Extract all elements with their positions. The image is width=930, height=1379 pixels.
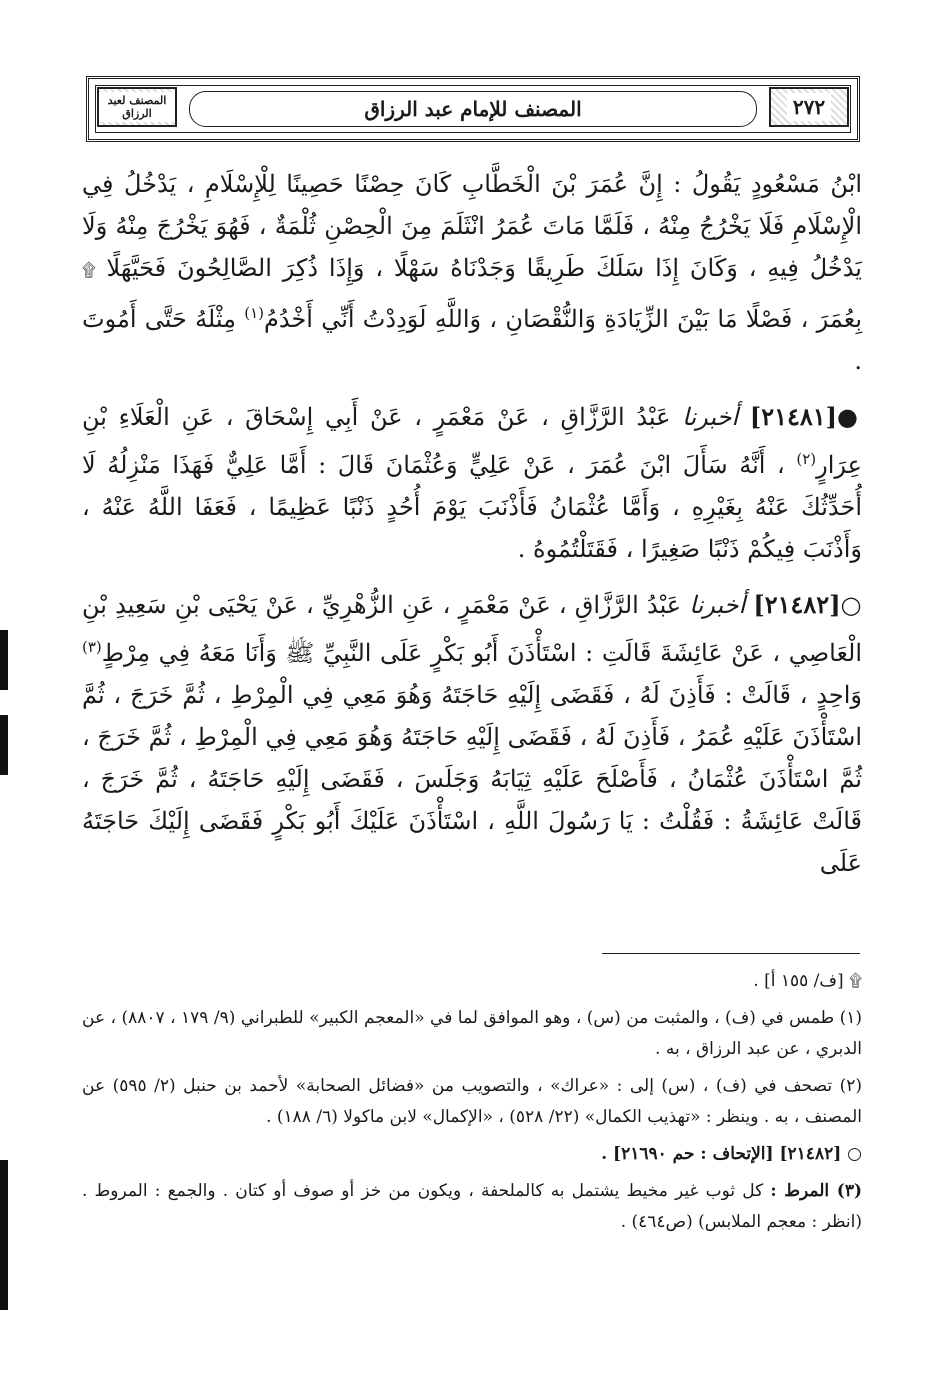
book-emblem-text: المصنف لعبد الرزاق: [99, 92, 175, 122]
footnote-separator: [602, 953, 860, 954]
page-number: ٢٧٢: [787, 93, 831, 121]
footnote-3: (٣) المرط : كل ثوب غير مخيط يشتمل به كالملحفة ، ويكون من خز أو صوف أو كتان . والجمع : المروط . (انظر : معجم الملابس) (ص٤٦٤) .: [82, 1181, 862, 1232]
main-text: [82, 163, 862, 898]
paragraph-continuation: ابْنُ مَسْعُودٍ يَقُولُ : إِنَّ عُمَرَ بْنَ الْخَطَّابِ كَانَ حِصْنًا حَصِينًا لِلْإِسْلَامِ ، يَدْخُلُ فِي الْإِسْلَامِ فَلَا يَخْرُجُ مِنْهُ ، فَلَمَّا مَاتَ عُمَرُ انْثَلَمَ مِنَ الْحِصْنِ ثُلْمَةٌ ، فَهُوَ يَخْرُجَ مِنْهُ وَلَا يَدْخُلُ فِيهِ ، وَكَانَ إِذَا سَلَكَ طَرِيقًا وَجَدْنَاهُ سَهْلًا ، وَإِذَا ذُكِرَ الصَّالِحُونَ فَحَيَّهَلًا ۩ بِعُمَرَ ، فَصْلًا مَا بَيْنَ الزِّيَادَةِ وَالنُّقْصَانِ ، وَاللَّهِ لَوَدِدْتُ أَنِّي أَخْدُمُ$^{(١)}$ مِثْلَهُ حَتَّى أَمُوتَ .: [82, 170, 862, 375]
binding-shadow: [0, 630, 8, 690]
footnote-ref: (١): [244, 304, 265, 322]
book-emblem: [97, 87, 177, 127]
book-title-cartouche: [189, 91, 757, 127]
footnote-ref: (٣): [82, 638, 102, 656]
footnote-folio: ۩ [ف/ ١٥٥ أ] .: [753, 971, 862, 991]
hadith-21482: ○[٢١٤٨٢] أخبرنا عَبْدُ الرَّزَّاقِ ، عَنْ مَعْمَرٍ ، عَنِ الزُّهْرِيِّ ، عَنْ يَحْيَى بْنِ سَعِيدِ بْنِ الْعَاصِي ، عَنْ عَائِشَةَ قَالَتِ : اسْتَأْذَنَ أَبُو بَكْرٍ عَلَى النَّبِيِّ ﷺ وَأَنَا مَعَهُ فِي مِرْطٍ$^{(٣)}$ وَاحِدٍ ، قَالَتْ : فَأَذِنَ لَهُ ، فَقَضَى إِلَيْهِ حَاجَتَهُ وَهُوَ مَعِي فِي الْمِرْطِ ، ثُمَّ خَرَجَ ، ثُمَّ اسْتَأْذَنَ عَلَيْهِ عُمَرُ ، فَأَذِنَ لَهُ ، فَقَضَى إِلَيْهِ حَاجَتَهُ وَهُوَ مَعِي فِي الْمِرْطِ ، ثُمَّ خَرَجَ ، ثُمَّ اسْتَأْذَنَ عُثْمَانُ ، فَأَصْلَحَ عَلَيْهِ ثِيَابَهُ وَجَلَسَ ، فَقَضَى إِلَيْهِ حَاجَتَهُ ، ثُمَّ خَرَجَ ، قَالَتْ عَائِشَةُ : فَقُلْتُ : يَا رَسُولَ اللَّهِ ، اسْتَأْذَنَ عَلَيْكَ أَبُو بَكْرٍ فَقَضَى إِلَيْكَ حَاجَتَهُ عَلَى: [82, 590, 862, 877]
book-title: المصنف للإمام عبد الرزاق: [364, 97, 582, 121]
footnote-2: (٢) تصحف في (ف) ، (س) إلى : «عراك» ، والتصويب من «فضائل الصحابة» لأحمد بن حنبل (٢/ ٥٩٥) عن المصنف ، به . وينظر : «تهذيب الكمال» (٢٢/ ٥٢٨) ، «الإكمال» لابن ماكولا (٦/ ١٨٨) .: [82, 1076, 862, 1127]
footnote-1: (١) طمس في (ف) ، والمثبت من (س) ، وهو الموافق لما في «المعجم الكبير» للطبراني (٩/ ١٧٩ ، ٨٨٠٧) ، عن الدبري ، عن عبد الرزاق ، به .: [82, 1008, 862, 1059]
hadith-bullet-icon: ●: [837, 402, 862, 431]
page-number-badge: [769, 87, 849, 127]
akhbarana: أخبرنا: [689, 591, 746, 619]
akhbarana: أخبرنا: [682, 403, 739, 431]
folio-marker-icon: ۩: [82, 260, 96, 281]
footnote-ithaf: ○ [٢١٤٨٢] [الإتحاف : حم ٢١٦٩٠] .: [601, 1144, 862, 1164]
running-header: [86, 76, 860, 142]
hadith-number: [٢١٤٨١]: [749, 402, 837, 431]
hadith-circle-icon: ○: [840, 590, 862, 619]
hadith-21481: ●[٢١٤٨١] أخبرنا عَبْدُ الرَّزَّاقِ ، عَنْ مَعْمَرٍ ، عَنْ أَبِي إِسْحَاقَ ، عَنِ الْعَلَاءِ بْنِ عِرَارٍ$^{(٢)}$ ، أَنَّهُ سَأَلَ ابْنَ عُمَرَ ، عَنْ عَلِيٍّ وَعُثْمَانَ قَالَ : أَمَّا عَلِيٌّ فَهَذَا مَنْزِلُهُ لَا أُحَدِّثُكَ عَنْهُ بِغَيْرِهِ ، وَأَمَّا عُثْمَانُ فَأَذْنَبَ يَوْمَ أُحُدٍ ذَنْبًا عَظِيمًا ، فَعَفَا اللَّهُ عَنْهُ ، وَأَذْنَبَ فِيكُمْ ذَنْبًا صَغِيرًا ، فَقَتَلْتُمُوهُ .: [82, 402, 862, 563]
binding-shadow: [0, 715, 8, 775]
hadith-number: [٢١٤٨٢]: [753, 590, 841, 619]
footnotes: [82, 966, 862, 1244]
footnote-ref: (٢): [796, 450, 817, 468]
binding-shadow: [0, 1160, 8, 1310]
